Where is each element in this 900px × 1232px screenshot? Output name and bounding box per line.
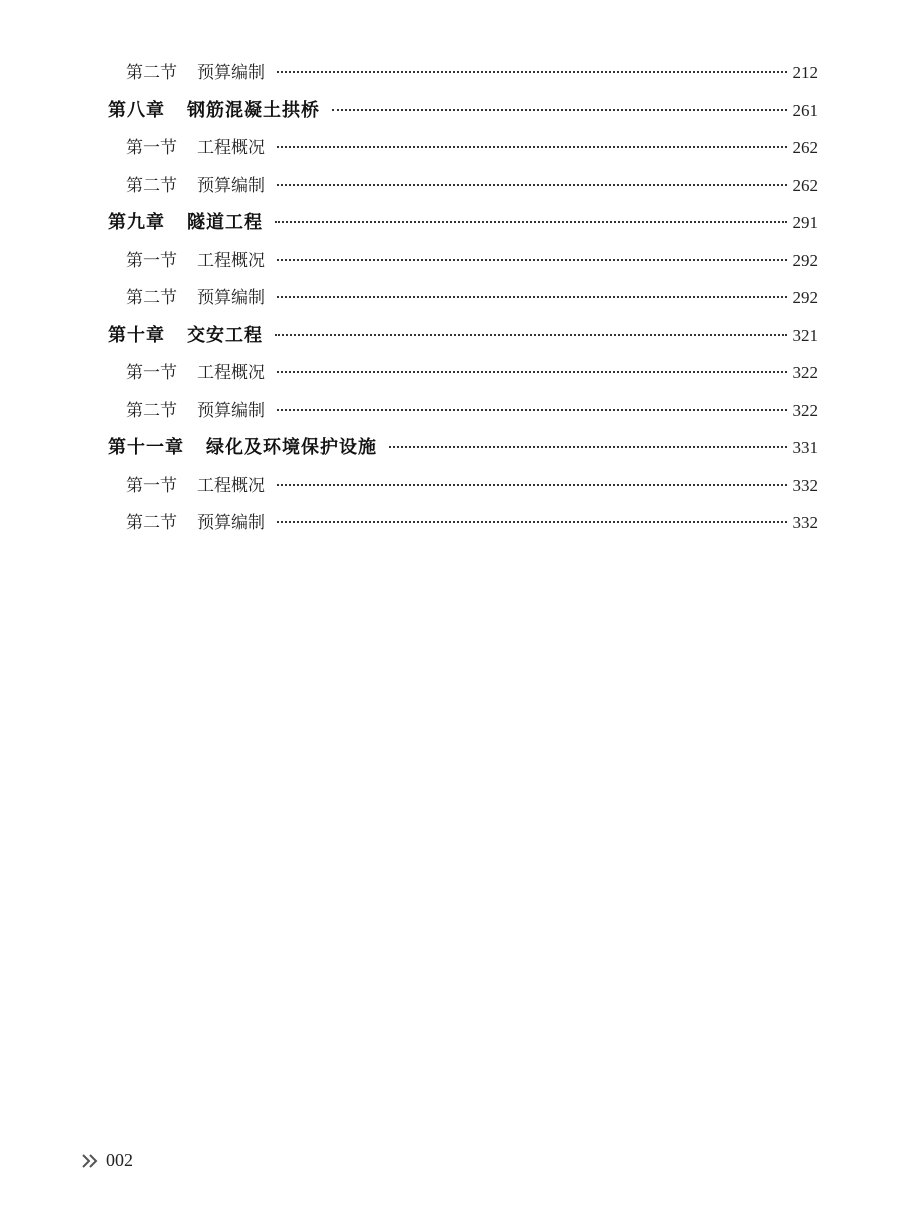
toc-entry bbox=[108, 54, 818, 92]
toc-entry-page: 262 bbox=[792, 175, 818, 195]
toc-entry-title: 工程概况 bbox=[197, 363, 265, 383]
toc-entry-number: 第十章 bbox=[108, 324, 165, 346]
toc-entry-page: 292 bbox=[792, 288, 818, 307]
toc-entry-number: 第二节 bbox=[126, 513, 177, 533]
toc-entry-title: 预算编制 bbox=[197, 63, 265, 83]
toc-entry-number: 第二节 bbox=[126, 175, 177, 196]
dot-leader bbox=[277, 520, 787, 523]
toc-entry-title: 钢筋混凝土拱桥 bbox=[187, 99, 320, 121]
toc-entry-number: 第一节 bbox=[126, 475, 177, 496]
toc-entry bbox=[108, 504, 818, 542]
dot-leader bbox=[277, 295, 787, 298]
toc-entry-number: 第二节 bbox=[126, 63, 177, 83]
toc-entry-page: 322 bbox=[792, 363, 818, 382]
toc-entry bbox=[108, 167, 818, 205]
table-of-contents bbox=[108, 54, 818, 542]
toc-entry-number: 第九章 bbox=[108, 212, 165, 233]
toc-entry bbox=[108, 392, 818, 430]
toc-entry-page: 332 bbox=[792, 475, 818, 495]
toc-entry-page: 291 bbox=[792, 213, 818, 232]
double-chevron-right-icon bbox=[80, 1151, 100, 1171]
toc-entry bbox=[108, 204, 818, 242]
toc-entry-title: 预算编制 bbox=[197, 400, 265, 421]
toc-entry-number: 第二节 bbox=[126, 288, 177, 308]
toc-entry-title: 工程概况 bbox=[197, 138, 265, 158]
dot-leader bbox=[389, 445, 787, 448]
toc-entry-page: 262 bbox=[792, 138, 818, 157]
toc-entry bbox=[108, 279, 818, 317]
toc-entry-title: 交安工程 bbox=[187, 324, 263, 346]
toc-entry-title: 预算编制 bbox=[197, 513, 265, 533]
toc-entry-number: 第一节 bbox=[126, 363, 177, 383]
dot-leader bbox=[277, 70, 787, 73]
toc-entry-number: 第十一章 bbox=[108, 437, 184, 458]
toc-entry-title: 绿化及环境保护设施 bbox=[206, 437, 377, 458]
toc-entry-number: 第八章 bbox=[108, 99, 165, 121]
toc-entry bbox=[108, 429, 818, 467]
page-number: 002 bbox=[106, 1150, 133, 1170]
toc-entry bbox=[108, 467, 818, 505]
toc-entry-title: 工程概况 bbox=[197, 475, 265, 496]
toc-entry-page: 292 bbox=[792, 250, 818, 270]
toc-entry-page: 212 bbox=[792, 63, 818, 82]
toc-entry-page: 261 bbox=[792, 100, 818, 120]
dot-leader bbox=[277, 408, 787, 411]
toc-entry bbox=[108, 129, 818, 167]
toc-entry bbox=[108, 242, 818, 280]
toc-entry-number: 第一节 bbox=[126, 138, 177, 158]
toc-entry-page: 322 bbox=[792, 400, 818, 420]
toc-entry-title: 预算编制 bbox=[197, 288, 265, 308]
toc-entry-title: 工程概况 bbox=[197, 250, 265, 271]
toc-entry-title: 预算编制 bbox=[197, 175, 265, 196]
toc-entry-page: 331 bbox=[792, 438, 818, 457]
dot-leader bbox=[277, 370, 787, 373]
dot-leader bbox=[275, 220, 787, 223]
toc-entry-number: 第二节 bbox=[126, 400, 177, 421]
toc-entry bbox=[108, 317, 818, 355]
toc-entry bbox=[108, 92, 818, 130]
dot-leader bbox=[275, 333, 787, 336]
dot-leader bbox=[277, 483, 787, 486]
dot-leader bbox=[332, 108, 787, 111]
toc-entry-page: 321 bbox=[792, 325, 818, 345]
dot-leader bbox=[277, 145, 787, 148]
toc-entry-page: 332 bbox=[792, 513, 818, 532]
dot-leader bbox=[277, 258, 787, 261]
dot-leader bbox=[277, 183, 787, 186]
toc-entry-title: 隧道工程 bbox=[187, 212, 263, 233]
toc-entry-number: 第一节 bbox=[126, 250, 177, 271]
page-footer bbox=[80, 1150, 133, 1171]
toc-entry bbox=[108, 354, 818, 392]
